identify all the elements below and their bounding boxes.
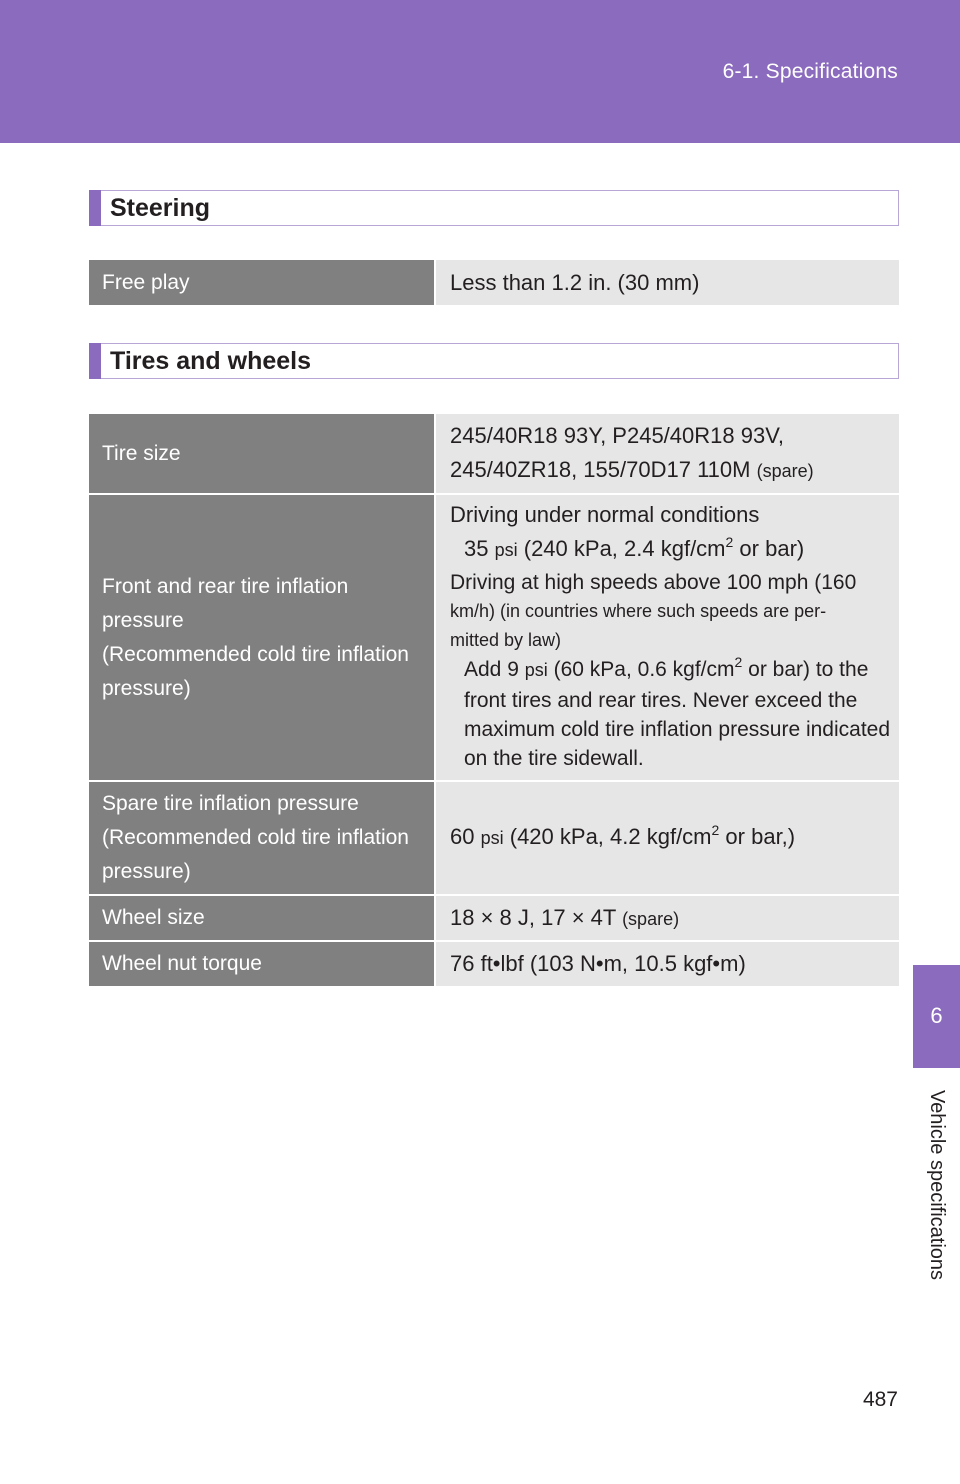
table-row: [89, 941, 899, 987]
spec-value: Less than 1.2 in. (30 mm): [435, 260, 899, 306]
spec-value: [435, 494, 899, 781]
chapter-tab[interactable]: [913, 965, 960, 1068]
chapter-number: 6: [930, 1003, 943, 1028]
spec-key: Free play: [89, 260, 435, 306]
high-speed-text: Driving at high speeds above 100 mph (160 km/h) (in countries where such speeds are per- mitted by law): [450, 571, 857, 650]
tires-heading: [89, 343, 899, 379]
tires-heading-text: Tires and wheels: [110, 347, 312, 375]
chapter-label: Vehicle specifications: [926, 1089, 948, 1281]
spec-value: 60 psi (420 kPa, 4.2 kgf/$cm^2$ or bar,): [435, 781, 899, 895]
high-speed-pressure: Add 9 psi (60 kPa, 0.6 kgf/$cm^2$ or bar) to the front tires and rear tires. Never exceed the maximum cold tire inflation pressure indicated on the tire sidewall.: [464, 654, 891, 770]
normal-conditions-heading: Driving under normal conditions: [450, 502, 760, 527]
table-row: [89, 494, 899, 781]
tire-size-line-1: 245/40R18 93Y, P245/40R18 93V,: [450, 423, 784, 448]
section-title: 6-1. Specifications: [722, 60, 898, 83]
spec-value: 76 ft•lbf (103 N•m, 10.5 kgf•m): [435, 941, 899, 987]
spare-note: (spare): [756, 461, 814, 481]
table-row: [89, 260, 899, 306]
page-number: 487: [862, 1388, 898, 1411]
table-row: [89, 895, 899, 941]
steering-heading: [89, 190, 899, 226]
spec-key: Tire size: [89, 414, 435, 494]
tire-size-line-2: 245/40ZR18, 155/70D17 110M (spare): [450, 457, 814, 482]
tires-table: [89, 414, 899, 988]
table-row: [89, 781, 899, 895]
chapter-header: [0, 0, 960, 143]
steering-heading-text: Steering: [110, 194, 211, 222]
spec-key: Wheel size: [89, 895, 435, 941]
normal-pressure: 35 psi (240 kPa, 2.4 kgf/$cm^2$ or bar): [464, 534, 805, 561]
spec-key: Wheel nut torque: [89, 941, 435, 987]
heading-accent-bar: [89, 343, 101, 379]
steering-table: [89, 260, 899, 307]
spec-key: Front and rear tire inflation pressure (Recommended cold tire inflation pressure): [89, 494, 435, 781]
spec-value: 18 × 8 J, 17 × 4T (spare): [435, 895, 899, 941]
spec-value: [435, 414, 899, 494]
spec-key: Spare tire inflation pressure (Recommended cold tire inflation pressure): [89, 781, 435, 895]
heading-accent-bar: [89, 190, 101, 226]
table-row: [89, 414, 899, 494]
